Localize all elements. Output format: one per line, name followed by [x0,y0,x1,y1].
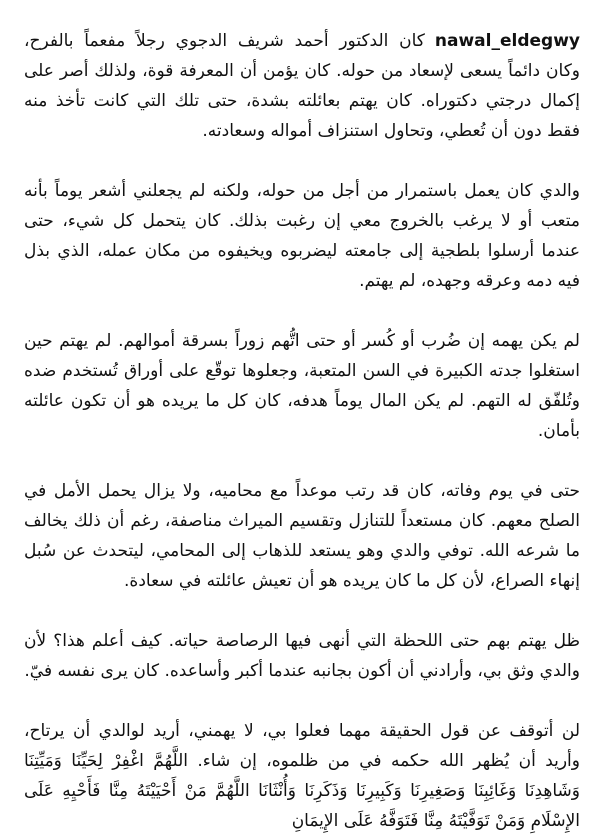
username-link[interactable]: nawal_eldegwy [434,31,580,51]
caption-paragraph-3: لم يكن يهمه إن ضُرب أو كُسر أو حتى اتُّهم زوراً بسرقة أموالهم. لم يهتم حين استغلوا جدته الكبيرة في السن المتعبة، وجعلوها توقّع على أوراق تُستخدم ضده وتُلفّق له التهم. لم يكن المال يوماً هدفه، كان كل ما يريده هو أن تكون عائلته بأمان. [24,331,580,441]
caption-paragraph-2: والدي كان يعمل باستمرار من أجل من حوله، ولكنه لم يجعلني أشعر يوماً بأنه متعب أو لا يرغب بالخروج معي إن رغبت بذلك. كان يتحمل كل شيء، حتى عندما أرسلوا بلطجية إلى جامعته ليضربوه ويخيفوه من مكان عمله، الذي بذل فيه دمه وعرقه وجهده، لم يهتم. [24,181,580,291]
post-caption [24,26,580,831]
caption-paragraph-1-text: كان الدكتور أحمد شريف الدجوي رجلاً مفعماً بالفرح، وكان دائماً يسعى لإسعاد من حوله. كان يؤمن أن المعرفة قوة، ولذلك أصر على إكمال درجتي دكتوراه. كان يهتم بعائلته بشدة، حتى تلك التي كانت تأخذ منه فقط دون أن تُعطي، وتحاول استنزاف أمواله وسعادته. [24,31,580,141]
caption-paragraph-6: لن أتوقف عن قول الحقيقة مهما فعلوا بي، لا يهمني، أريد لوالدي أن يرتاح، وأريد أن يُظهر الله حكمه في من ظلموه، إن شاء. اللَّهُمَّ اغْفِرْ لِحَيِّنَا وَمَيِّتِنَا وَشَاهِدِنَا وَغَائِبِنَا وَصَغِيرِنَا وَكَبِيرِنَا وَذَكَرِنَا وَأُنْثَانَا اللَّهُمَّ مَنْ أَحْيَيْتَهُ مِنَّا فَأَحْيِهِ عَلَى الإِسْلَامِ وَمَنْ تَوَفَّيْتَهُ مِنَّا فَتَوَفَّهُ عَلَى الإِيمَانِ [24,721,580,831]
caption-paragraph-4: حتى في يوم وفاته، كان قد رتب موعداً مع محاميه، ولا يزال يحمل الأمل في الصلح معهم. كان مستعداً للتنازل وتقسيم الميراث مناصفة، رغم أن ذلك يخالف ما شرعه الله. توفي والدي وهو يستعد للذهاب إلى المحامي، ليتحدث عن سُبل إنهاء الصراع، لأن كل ما كان يريده هو أن تعيش عائلته في سعادة. [24,481,580,591]
caption-paragraph-5: ظل يهتم بهم حتى اللحظة التي أنهى فيها الرصاصة حياته. كيف أعلم هذا؟ لأن والدي وثق بي، وأرادني أن أكون بجانبه عندما أكبر وأساعده. كان يرى نفسه فيّ. [24,631,580,681]
caption-paragraph-1 [24,26,580,146]
